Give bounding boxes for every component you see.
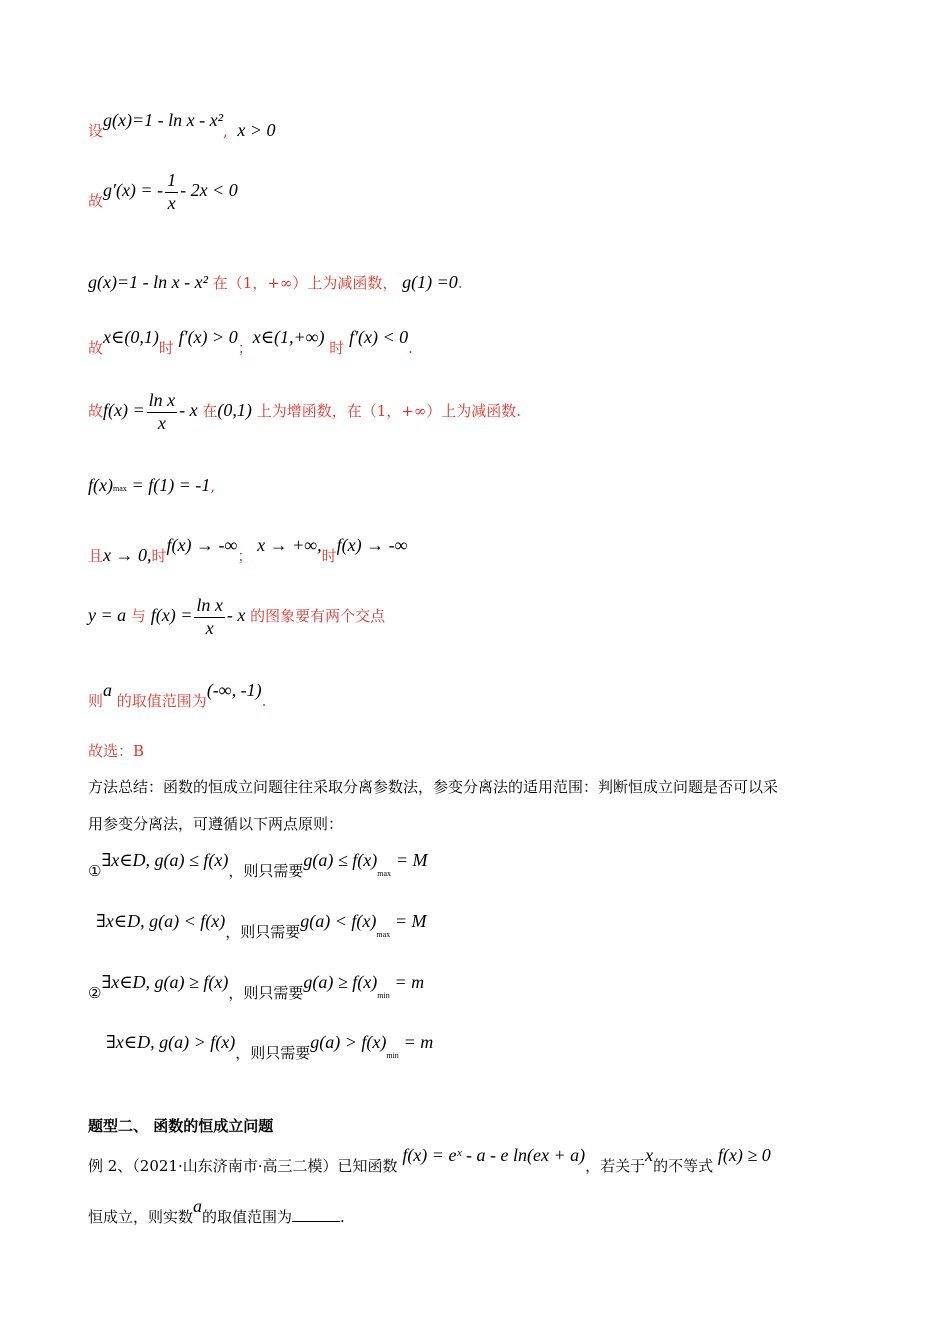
example-line-2 <box>88 1196 345 1228</box>
math-x-to-inf: x → +∞, <box>257 535 322 555</box>
text-period-3: . <box>261 692 267 710</box>
text-period: . <box>457 274 463 292</box>
math-sub-2: max <box>376 930 391 939</box>
math-rule-1-req: g(a) ≤ f(x) <box>303 850 378 870</box>
text-only-need-4: ，则只需要 <box>235 1044 311 1062</box>
math-rule-1-cond: ∃x∈D, g(a) ≤ f(x) <box>101 850 229 870</box>
math-a-2: a <box>193 1196 203 1216</box>
math-x-to-zero: x → 0, <box>103 545 152 565</box>
text-shi-4: 时 <box>321 547 337 565</box>
text-range-2: 的取值范围为 <box>202 1208 293 1226</box>
math-f-one: = f(1) = -1 <box>131 475 211 495</box>
math-g-derivative-b: - 2x < 0 <box>180 180 238 201</box>
text-only-need-3: ，则只需要 <box>228 984 304 1002</box>
math-f-def-2: f(x) = <box>150 605 193 626</box>
frac-den: x <box>157 412 166 433</box>
math-f-nonneg: f(x) ≥ 0 <box>717 1145 771 1165</box>
math-sub-max: max <box>112 484 127 493</box>
text-only-need: ，则只需要 <box>228 862 304 880</box>
math-rule-4-req: g(a) > f(x) <box>310 1032 387 1052</box>
math-f-max: f(x) <box>88 475 113 495</box>
frac-num: 1 <box>165 170 178 193</box>
math-rule-1-bound: = M <box>395 850 428 870</box>
text-yu: 与 <box>130 607 146 626</box>
math-rule-4-bound: = m <box>403 1032 434 1052</box>
text-shi: 时 <box>158 339 174 357</box>
math-interval-01: (0,1) <box>217 400 252 421</box>
math-minus-x: - x <box>179 400 198 421</box>
math-g-one: g(1) =0 <box>402 272 458 292</box>
math-rule-3-req: g(a) ≥ f(x) <box>303 972 378 992</box>
line-6 <box>88 475 215 497</box>
method-summary-2: 用参变分离法，可遵循以下两点原则： <box>88 815 344 833</box>
math-y-equals-a: y = a <box>88 605 127 626</box>
rule-4 <box>106 1032 434 1064</box>
math-a: a <box>103 680 113 700</box>
math-g-derivative: g′(x) = - <box>103 180 164 201</box>
text-only-need-2: ，则只需要 <box>225 923 301 941</box>
math-g-def: g(x)=1 - ln x - x² <box>103 110 224 130</box>
text-period-2: . <box>408 339 413 357</box>
answer-line: 故选：B <box>88 742 145 760</box>
marker-circle-2: ② <box>88 984 102 1002</box>
line-7 <box>88 535 408 567</box>
math-x: x <box>645 1145 654 1165</box>
rule-2 <box>96 911 427 943</box>
marker-circle-1: ① <box>88 862 102 880</box>
text-intersection: 的图象要有两个交点 <box>250 607 386 626</box>
frac-num: ln x <box>194 595 225 618</box>
example-line-1 <box>88 1145 771 1177</box>
fraction-ln-2 <box>194 595 225 639</box>
text-semicolon: ； <box>237 339 253 357</box>
math-f-neg-inf-2: f(x) → -∞ <box>336 535 408 555</box>
frac-den: x <box>205 617 214 638</box>
text-example-intro: 例 2、（2021·山东济南市·高三二模）已知函数 <box>88 1157 398 1175</box>
math-fprime-pos: f′(x) > 0 <box>178 327 238 347</box>
math-f-def: f(x) = <box>103 400 145 421</box>
frac-num: ln x <box>147 390 178 413</box>
line-4 <box>88 327 413 359</box>
line-9 <box>88 680 267 712</box>
math-interval-a: x∈(0,1) <box>103 327 159 347</box>
text-qie: 且 <box>88 547 104 565</box>
text-shi-2: 时 <box>329 339 345 357</box>
line-3 <box>88 272 463 294</box>
math-g-def-2: g(x)=1 - ln x - x² <box>88 272 208 292</box>
text-semicolon-2: ； <box>237 547 253 565</box>
math-sub-4: min <box>386 1051 399 1060</box>
text-range: 的取值范围为 <box>116 692 207 710</box>
math-rule-4-cond: ∃x∈D, g(a) > f(x) <box>106 1032 236 1052</box>
math-rule-2-bound: = M <box>394 911 427 931</box>
line-2 <box>88 170 238 224</box>
math-rule-2-req: g(a) < f(x) <box>300 911 377 931</box>
line-8 <box>88 595 385 639</box>
fraction <box>165 170 178 214</box>
text-gu-2: 故 <box>88 339 104 357</box>
math-sub: max <box>377 869 392 878</box>
math-range: (-∞, -1) <box>206 680 262 700</box>
math-x-positive: x > 0 <box>237 120 276 140</box>
text-zai: 在 <box>202 402 218 421</box>
text-ruo: ，若关于 <box>585 1157 646 1175</box>
rule-3 <box>88 972 425 1004</box>
text-gu-3: 故 <box>88 402 104 421</box>
line-5 <box>88 390 521 434</box>
text-she: 设 <box>88 122 104 140</box>
text-decreasing: 在（1，+∞）上为减函数， <box>212 274 398 292</box>
rule-1 <box>88 850 428 882</box>
text-always-true: 恒成立，则实数 <box>88 1208 194 1226</box>
math-rule-2-cond: ∃x∈D, g(a) < f(x) <box>96 911 226 931</box>
text-shi-3: 时 <box>151 547 167 565</box>
method-summary-1: 方法总结：函数的恒成立问题往往采取分离参数法，参变分离法的适用范围：判断恒成立问题是否可以采 <box>88 778 779 796</box>
math-example-f: f(x) = eˣ - a - e ln(ex + a) <box>402 1145 586 1165</box>
text-inequality: 的不等式 <box>653 1157 714 1175</box>
math-minus-x-2: - x <box>226 605 246 626</box>
math-fprime-neg: f′(x) < 0 <box>349 327 409 347</box>
text-comma-2: , <box>210 477 216 495</box>
math-sub-3: min <box>377 991 390 1000</box>
text-monotonic: 上为增函数，在（1，+∞）上为减函数. <box>256 402 522 421</box>
math-rule-3-cond: ∃x∈D, g(a) ≥ f(x) <box>101 972 229 992</box>
section-title: 题型二、 函数的恒成立问题 <box>88 1117 274 1135</box>
text-comma: , <box>223 122 228 140</box>
line-1 <box>88 110 276 142</box>
math-f-neg-inf: f(x) → -∞ <box>166 535 238 555</box>
frac-den: x <box>167 192 176 213</box>
fraction-ln <box>147 390 178 434</box>
math-interval-b: x∈(1,+∞) <box>252 327 325 347</box>
text-ze: 则 <box>88 692 104 710</box>
text-gu: 故 <box>88 192 104 211</box>
math-rule-3-bound: = m <box>394 972 425 992</box>
answer-blank <box>292 1207 340 1222</box>
text-period-4: . <box>340 1208 345 1226</box>
